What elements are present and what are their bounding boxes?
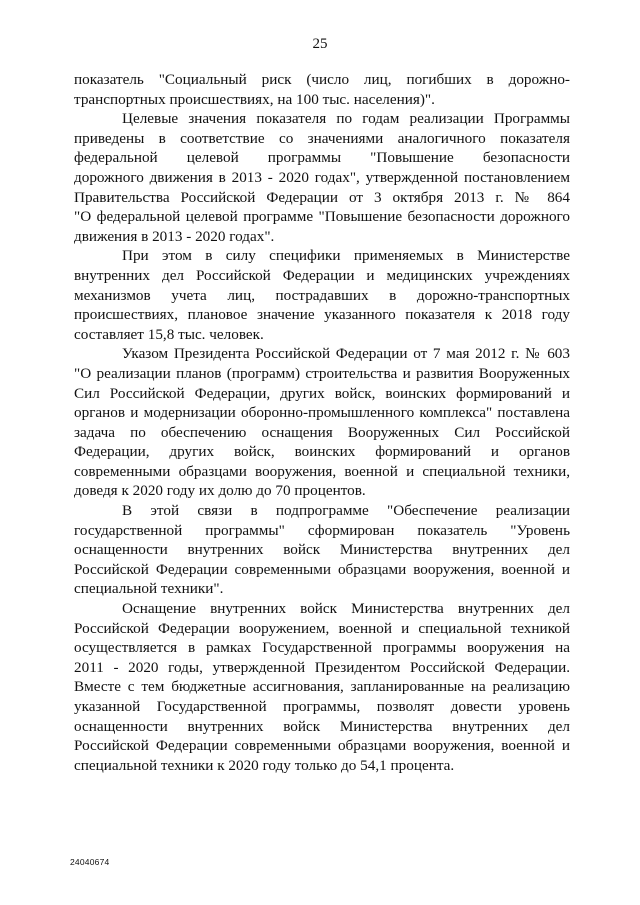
paragraph bbox=[74, 501, 570, 599]
paragraph bbox=[74, 599, 570, 775]
text-line: специальной техники". bbox=[74, 580, 224, 598]
text-line: указанной Государственной программы, позволят довести уровень bbox=[74, 698, 570, 715]
text-line: оснащенности внутренних войск Министерства внутренних дел bbox=[74, 717, 570, 735]
text-line: В этой связи в подпрограмме "Обеспечение реализации bbox=[122, 502, 570, 520]
text-line: органов и модернизации оборонно-промышленного комплекса" поставлена bbox=[74, 404, 570, 422]
text-line: Целевые значения показателя по годам реализации Программы bbox=[122, 110, 570, 128]
paragraph bbox=[74, 246, 570, 344]
text-line: Сил Российской Федерации, других войск, воинских формирований и bbox=[74, 384, 570, 402]
text-line: происшествиях, плановое значение указанного показателя к 2018 году bbox=[74, 306, 570, 324]
text-line: задача по обеспечению оснащения Вооруженных Сил Российской bbox=[74, 423, 570, 441]
text-line: показатель "Социальный риск (число лиц, погибших в дорожно- bbox=[74, 71, 570, 88]
text-line: внутренних дел Российской Федерации и медицинских учреждениях bbox=[74, 266, 570, 284]
text-line: механизмов учета лиц, пострадавших в дорожно-транспортных bbox=[74, 286, 570, 304]
text-line: 2011 - 2020 годы, утвержденной Президентом Российской Федерации. bbox=[74, 658, 570, 676]
paragraph bbox=[74, 70, 570, 109]
text-line: осуществляется в рамках Государственной программы вооружения на bbox=[74, 639, 570, 657]
text-line: "О федеральной целевой программе "Повышение безопасности дорожного bbox=[74, 208, 570, 226]
text-line: Российской Федерации современными образцами вооружения, военной и bbox=[74, 560, 570, 578]
text-line: государственной программы" сформирован показатель "Уровень bbox=[74, 521, 570, 539]
page-number: 25 bbox=[312, 36, 328, 52]
document-body bbox=[74, 70, 570, 775]
document-code: 24040674 bbox=[70, 857, 110, 867]
text-line: Российской Федерации современными образцами вооружения, военной и bbox=[74, 737, 570, 755]
paragraph bbox=[74, 109, 570, 246]
text-line: современными образцами вооружения, военной и специальной техники, bbox=[74, 462, 570, 480]
text-line: оснащенности внутренних войск Министерства внутренних дел bbox=[74, 541, 570, 559]
text-line: Российской Федерации вооружением, военной и специальной техникой bbox=[74, 619, 570, 637]
text-line: "О реализации планов (программ) строительства и развития Вооруженных bbox=[74, 364, 570, 382]
text-line: транспортных происшествиях, на 100 тыс. населения)". bbox=[74, 90, 435, 108]
text-line: движения в 2013 - 2020 годах". bbox=[74, 227, 275, 245]
text-line: При этом в силу специфики применяемых в Министерстве bbox=[122, 247, 570, 265]
text-line: составляет 15,8 тыс. человек. bbox=[74, 325, 264, 343]
text-line: Федерации, других войск, воинских формирований и органов bbox=[74, 443, 570, 461]
text-line: доведя к 2020 году их долю до 70 процентов. bbox=[74, 482, 366, 500]
text-line: специальной техники к 2020 году только до 54,1 процента. bbox=[74, 756, 455, 774]
text-line: Вместе с тем бюджетные ассигнования, запланированные на реализацию bbox=[74, 678, 570, 696]
text-line: Правительства Российской Федерации от 3 октября 2013 г. № 864 bbox=[74, 188, 570, 206]
text-line: приведены в соответствие со значениями аналогичного показателя bbox=[74, 129, 570, 147]
text-line: Оснащение внутренних войск Министерства внутренних дел bbox=[122, 600, 570, 618]
text-line: федеральной целевой программы "Повышение безопасности bbox=[74, 149, 570, 167]
text-line: дорожного движения в 2013 - 2020 годах", утвержденной постановлением bbox=[74, 168, 570, 186]
text-line: Указом Президента Российской Федерации от 7 мая 2012 г. № 603 bbox=[122, 345, 570, 363]
paragraph bbox=[74, 344, 570, 501]
